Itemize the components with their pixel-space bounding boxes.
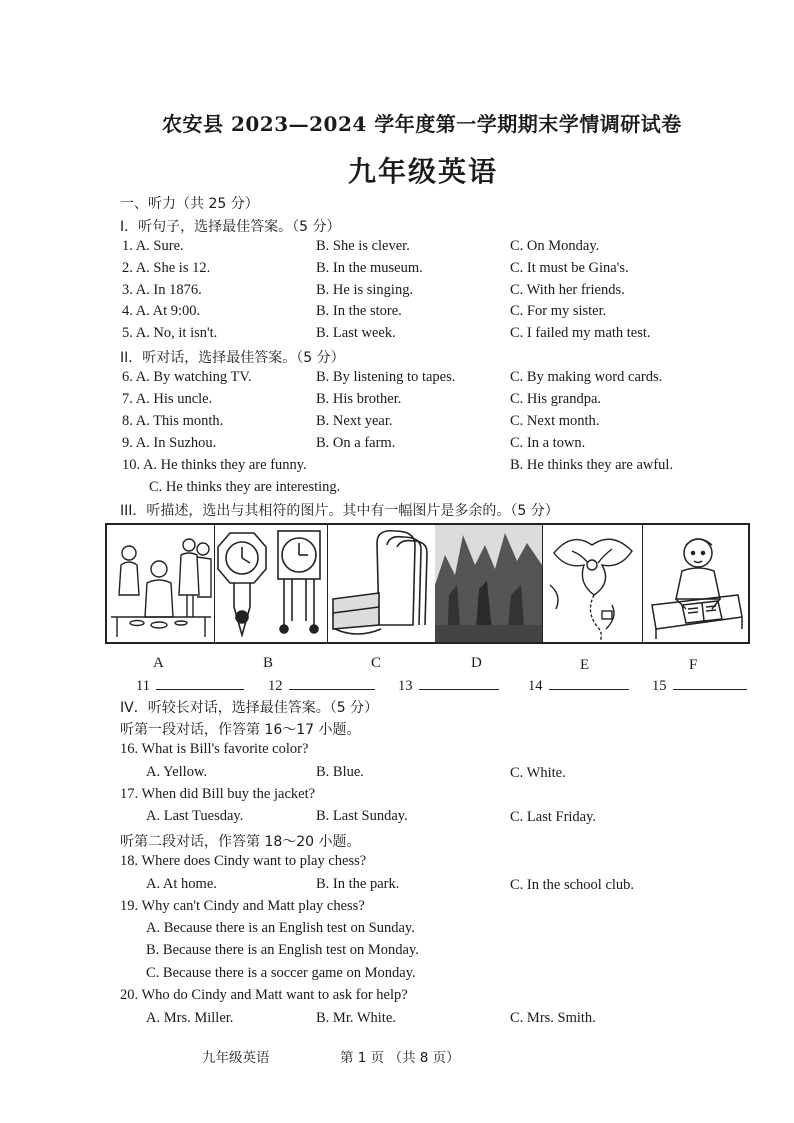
option-text: A. Last Tuesday. bbox=[146, 808, 244, 824]
option-text: B. Next year. bbox=[316, 413, 393, 429]
option-text: C. On Monday. bbox=[510, 238, 600, 254]
option-text: C. His grandpa. bbox=[510, 391, 602, 407]
section-heading: II．听对话，选择最佳答案。（5 分） bbox=[120, 350, 345, 366]
picture-letter: C bbox=[371, 655, 382, 671]
section-heading: IV．听较长对话，选择最佳答案。（5 分） bbox=[120, 700, 379, 716]
section-heading: I．听句子，选择最佳答案。（5 分） bbox=[120, 219, 341, 235]
footer-subject: 九年级英语 bbox=[202, 1050, 270, 1066]
option-text: 4. A. At 9:00. bbox=[122, 303, 201, 319]
picture-family-icon bbox=[107, 525, 215, 642]
footer-page-number: 第 1 页 （共 8 页） bbox=[340, 1050, 460, 1066]
option-text: C. With her friends. bbox=[510, 282, 625, 298]
picture-kite-icon bbox=[542, 525, 643, 642]
option-text: B. In the store. bbox=[316, 303, 402, 319]
option-text: B. Because there is an English test on Monday. bbox=[146, 942, 419, 958]
option-text: B. Blue. bbox=[316, 764, 364, 780]
picture-letter: F bbox=[689, 657, 698, 673]
option-text: 5. A. No, it isn't. bbox=[122, 325, 218, 341]
picture-boy-writing-icon bbox=[642, 525, 748, 642]
option-text: 6. A. By watching TV. bbox=[122, 369, 252, 385]
picture-letter: E bbox=[580, 657, 590, 673]
section-instruction: 听第二段对话，作答第 18～20 小题。 bbox=[120, 834, 361, 850]
option-text: B. He thinks they are awful. bbox=[510, 457, 674, 473]
option-text: A. Because there is an English test on Sunday. bbox=[146, 920, 415, 936]
picture-letter: A bbox=[153, 655, 164, 671]
answer-blank[interactable]: 14 bbox=[528, 677, 629, 695]
option-text: A. Yellow. bbox=[146, 764, 208, 780]
exam-title: 农安县 2023—2024 学年度第一学期期末学情调研试卷 bbox=[162, 112, 682, 136]
section-heading: III．听描述，选出与其相符的图片。其中有一幅图片是多余的。（5 分） bbox=[120, 503, 559, 519]
picture-letter: B bbox=[263, 655, 274, 671]
option-text: C. For my sister. bbox=[510, 303, 607, 319]
answer-blank[interactable]: 15 bbox=[652, 677, 747, 695]
exam-subject: 九年级英语 bbox=[348, 155, 499, 188]
option-text: B. By listening to tapes. bbox=[316, 369, 456, 385]
option-text: B. In the park. bbox=[316, 876, 400, 892]
option-text: B. On a farm. bbox=[316, 435, 396, 451]
option-text: C. By making word cards. bbox=[510, 369, 663, 385]
option-text: 9. A. In Suzhou. bbox=[122, 435, 217, 451]
option-text: 2. A. She is 12. bbox=[122, 260, 211, 276]
question-text: 17. When did Bill buy the jacket? bbox=[120, 786, 316, 802]
option-text: 7. A. His uncle. bbox=[122, 391, 213, 407]
option-text: C. In a town. bbox=[510, 435, 586, 451]
picture-bread-icon bbox=[327, 525, 436, 642]
option-text: C. White. bbox=[510, 765, 566, 781]
option-text: B. His brother. bbox=[316, 391, 402, 407]
question-text: 20. Who do Cindy and Matt want to ask for help? bbox=[120, 987, 408, 1003]
option-text: A. Mrs. Miller. bbox=[146, 1010, 234, 1026]
picture-letter: D bbox=[471, 655, 482, 671]
option-text: B. He is singing. bbox=[316, 282, 414, 298]
option-text: C. It must be Gina's. bbox=[510, 260, 629, 276]
question-text: 19. Why can't Cindy and Matt play chess? bbox=[120, 898, 365, 914]
question-text: 18. Where does Cindy want to play chess? bbox=[120, 853, 367, 869]
picture-clocks-icon bbox=[214, 525, 328, 642]
option-text: B. She is clever. bbox=[316, 238, 410, 254]
option-text: 10. A. He thinks they are funny. bbox=[122, 457, 307, 473]
answer-blank[interactable]: 11 bbox=[136, 677, 244, 695]
answer-blank[interactable]: 12 bbox=[268, 677, 375, 695]
picture-strip bbox=[105, 523, 750, 644]
option-text: 8. A. This month. bbox=[122, 413, 224, 429]
option-text: C. Last Friday. bbox=[510, 809, 597, 825]
option-text: A. At home. bbox=[146, 876, 217, 892]
picture-stone-forest-icon bbox=[435, 525, 543, 642]
option-text: B. Last Sunday. bbox=[316, 808, 408, 824]
option-text: C. Because there is a soccer game on Monday. bbox=[146, 965, 416, 981]
option-text: B. In the museum. bbox=[316, 260, 423, 276]
option-text: 3. A. In 1876. bbox=[122, 282, 202, 298]
option-text: C. In the school club. bbox=[510, 877, 635, 893]
option-text: C. He thinks they are interesting. bbox=[149, 479, 341, 495]
option-text: C. I failed my math test. bbox=[510, 325, 651, 341]
part-heading: 一、听力（共 25 分） bbox=[120, 196, 259, 212]
question-text: 16. What is Bill's favorite color? bbox=[120, 741, 309, 757]
option-text: B. Mr. White. bbox=[316, 1010, 396, 1026]
section-instruction: 听第一段对话，作答第 16～17 小题。 bbox=[120, 722, 361, 738]
answer-blank[interactable]: 13 bbox=[398, 677, 499, 695]
option-text: 1. A. Sure. bbox=[122, 238, 184, 254]
option-text: B. Last week. bbox=[316, 325, 396, 341]
option-text: C. Next month. bbox=[510, 413, 600, 429]
option-text: C. Mrs. Smith. bbox=[510, 1010, 596, 1026]
